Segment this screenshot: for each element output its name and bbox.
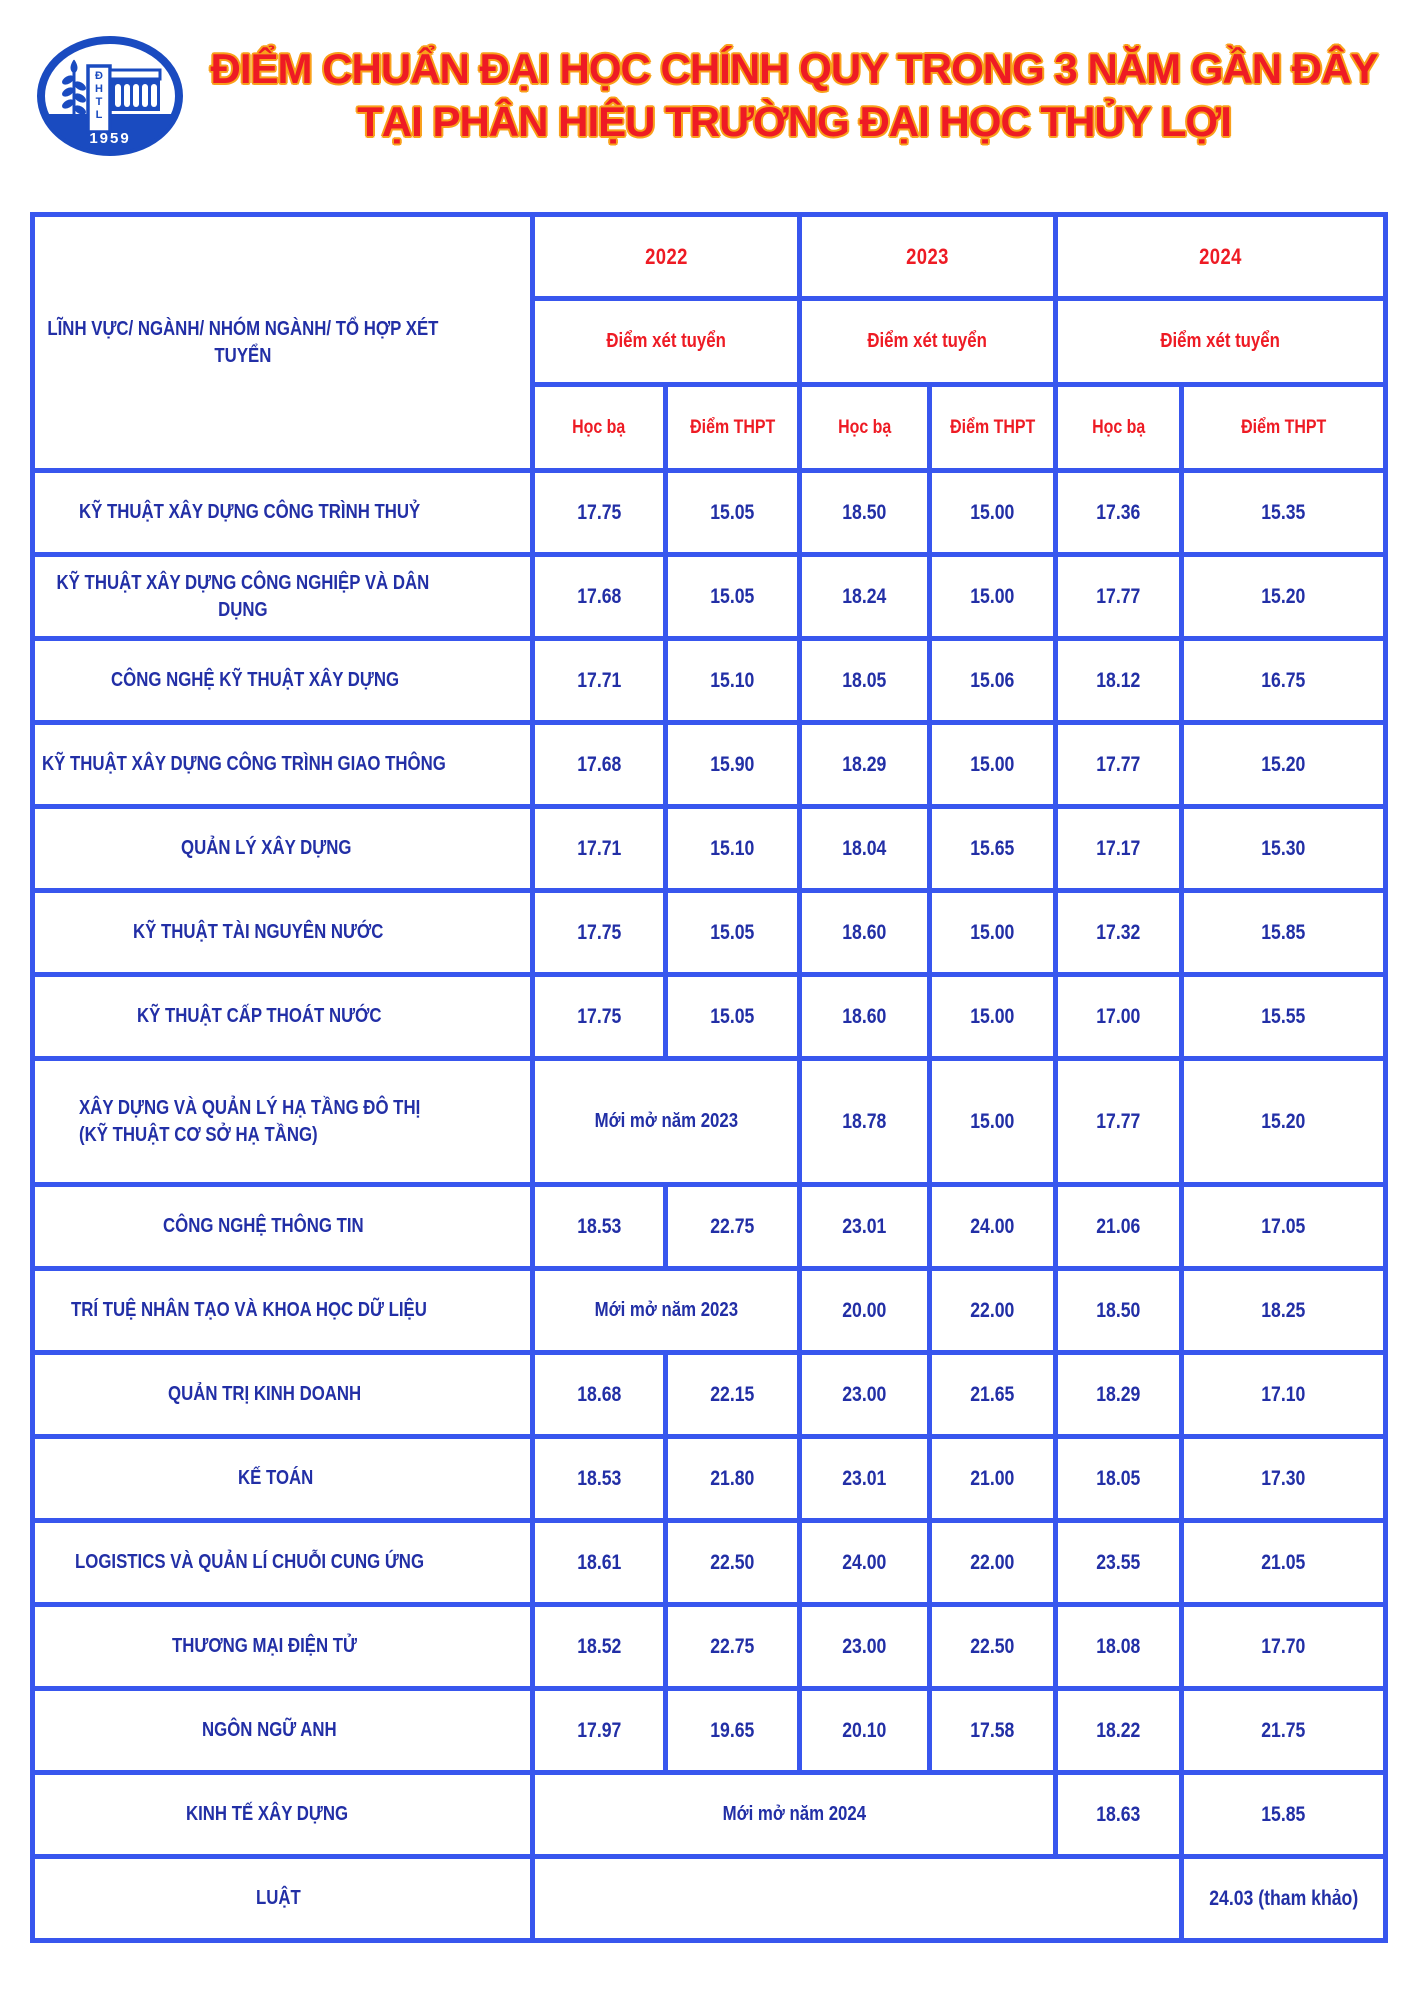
- score-cell: 15.00: [930, 471, 1056, 555]
- major-label: KỸ THUẬT XÂY DỰNG CÔNG TRÌNH THUỶ: [33, 471, 533, 555]
- major-label: THƯƠNG MẠI ĐIỆN TỬ: [33, 1605, 533, 1689]
- score-cell: 18.12: [1056, 639, 1182, 723]
- score-cell: 17.68: [533, 723, 666, 807]
- score-cell: 18.50: [1056, 1269, 1182, 1353]
- note-cell: Mới mở năm 2024: [533, 1773, 1056, 1857]
- score-cell: 18.22: [1056, 1689, 1182, 1773]
- table-row: [33, 891, 1386, 975]
- subheader-hocba-2022: Học bạ: [533, 385, 666, 471]
- major-label: KỸ THUẬT TÀI NGUYÊN NƯỚC: [33, 891, 533, 975]
- major-label: LOGISTICS VÀ QUẢN LÍ CHUỖI CUNG ỨNG: [33, 1521, 533, 1605]
- score-cell: 21.65: [930, 1353, 1056, 1437]
- table-row: [33, 1605, 1386, 1689]
- score-cell: 17.36: [1056, 471, 1182, 555]
- major-label: TRÍ TUỆ NHÂN TẠO VÀ KHOA HỌC DỮ LIỆU: [33, 1269, 533, 1353]
- major-label: CÔNG NGHỆ THÔNG TIN: [33, 1185, 533, 1269]
- subheader-thpt-2023: Điểm THPT: [930, 385, 1056, 471]
- score-header-2024: Điểm xét tuyển: [1056, 299, 1386, 385]
- major-label: QUẢN TRỊ KINH DOANH: [33, 1353, 533, 1437]
- score-cell: 18.24: [800, 555, 930, 639]
- score-cell: 23.01: [800, 1437, 930, 1521]
- table-row: [33, 1269, 1386, 1353]
- score-cell: 18.50: [800, 471, 930, 555]
- score-cell: 17.58: [930, 1689, 1056, 1773]
- score-cell: 18.53: [533, 1437, 666, 1521]
- score-cell: 18.53: [533, 1185, 666, 1269]
- major-label: KINH TẾ XÂY DỰNG: [33, 1773, 533, 1857]
- major-label: CÔNG NGHỆ KỸ THUẬT XÂY DỰNG: [33, 639, 533, 723]
- note-cell: Mới mở năm 2023: [533, 1269, 800, 1353]
- subheader-thpt-2022: Điểm THPT: [666, 385, 800, 471]
- score-header-2023: Điểm xét tuyển: [800, 299, 1056, 385]
- score-cell: 18.63: [1056, 1773, 1182, 1857]
- major-label: KỸ THUẬT XÂY DỰNG CÔNG TRÌNH GIAO THÔNG: [33, 723, 533, 807]
- score-cell: 15.00: [930, 723, 1056, 807]
- score-cell: 23.00: [800, 1353, 930, 1437]
- score-header-2022: Điểm xét tuyển: [533, 299, 800, 385]
- score-cell: 15.85: [1182, 891, 1386, 975]
- score-cell: 15.10: [666, 639, 800, 723]
- year-header-2024: 2024: [1056, 215, 1386, 299]
- major-label: KẾ TOÁN: [33, 1437, 533, 1521]
- score-cell: 21.75: [1182, 1689, 1386, 1773]
- score-cell: 24.00: [800, 1521, 930, 1605]
- score-cell: 23.00: [800, 1605, 930, 1689]
- score-cell: 18.29: [800, 723, 930, 807]
- score-cell: 15.06: [930, 639, 1056, 723]
- score-cell: 15.05: [666, 471, 800, 555]
- score-cell: 18.60: [800, 891, 930, 975]
- score-cell: 15.05: [666, 555, 800, 639]
- score-cell: 17.05: [1182, 1185, 1386, 1269]
- score-cell: 15.05: [666, 891, 800, 975]
- table-row: [33, 975, 1386, 1059]
- table-row: [33, 1521, 1386, 1605]
- subheader-hocba-2023: Học bạ: [800, 385, 930, 471]
- score-cell: 18.04: [800, 807, 930, 891]
- score-cell: 15.00: [930, 975, 1056, 1059]
- major-label: [33, 1059, 533, 1185]
- empty-cell: [533, 1857, 1182, 1941]
- score-cell: 17.75: [533, 975, 666, 1059]
- table-row: [33, 639, 1386, 723]
- score-cell: 18.60: [800, 975, 930, 1059]
- score-cell: 17.70: [1182, 1605, 1386, 1689]
- score-cell: 17.00: [1056, 975, 1182, 1059]
- score-cell: 17.68: [533, 555, 666, 639]
- subheader-hocba-2024: Học bạ: [1056, 385, 1182, 471]
- major-label: KỸ THUẬT XÂY DỰNG CÔNG NGHIỆP VÀ DÂN DỤNG: [33, 555, 533, 639]
- score-cell: 24.00: [930, 1185, 1056, 1269]
- score-cell: 17.10: [1182, 1353, 1386, 1437]
- score-cell: 18.08: [1056, 1605, 1182, 1689]
- column-header-category: LĨNH VỰC/ NGÀNH/ NHÓM NGÀNH/ TỔ HỢP XÉT TUYỂN: [33, 215, 533, 471]
- score-cell: 21.80: [666, 1437, 800, 1521]
- table-row: [33, 555, 1386, 639]
- score-cell: 15.65: [930, 807, 1056, 891]
- major-label: QUẢN LÝ XÂY DỰNG: [33, 807, 533, 891]
- score-cell: 15.20: [1182, 1059, 1386, 1185]
- score-cell: 18.05: [1056, 1437, 1182, 1521]
- year-header-2022: 2022: [533, 215, 800, 299]
- table-row: [33, 1437, 1386, 1521]
- score-cell: 17.97: [533, 1689, 666, 1773]
- score-cell: 15.00: [930, 1059, 1056, 1185]
- table-row: [33, 1059, 1386, 1185]
- score-cell: 18.78: [800, 1059, 930, 1185]
- major-label-line1: XÂY DỰNG VÀ QUẢN LÝ HẠ TẦNG ĐÔ THỊ: [79, 1096, 421, 1119]
- university-logo: [34, 34, 186, 158]
- table-row: [33, 471, 1386, 555]
- subheader-thpt-2024: Điểm THPT: [1182, 385, 1386, 471]
- score-cell: 18.25: [1182, 1269, 1386, 1353]
- page-title-line1: ĐIỂM CHUẨN ĐẠI HỌC CHÍNH QUY TRONG 3 NĂM GẦN ĐÂY: [210, 45, 1378, 92]
- table-header-years: [33, 215, 1386, 299]
- score-cell: 20.10: [800, 1689, 930, 1773]
- score-cell: 17.32: [1056, 891, 1182, 975]
- major-label: LUẬT: [33, 1857, 533, 1941]
- score-cell: 15.30: [1182, 807, 1386, 891]
- logo-acronym: ĐHTL: [93, 70, 105, 122]
- score-cell: 17.77: [1056, 1059, 1182, 1185]
- score-cell: 23.01: [800, 1185, 930, 1269]
- score-cell: 15.55: [1182, 975, 1386, 1059]
- score-cell: 17.71: [533, 639, 666, 723]
- score-cell: 22.75: [666, 1605, 800, 1689]
- table-row: [33, 1773, 1386, 1857]
- page-title: [188, 42, 1400, 148]
- score-cell: 23.55: [1056, 1521, 1182, 1605]
- score-cell: 15.20: [1182, 555, 1386, 639]
- score-cell: 15.85: [1182, 1773, 1386, 1857]
- score-cell: 17.17: [1056, 807, 1182, 891]
- score-cell: 18.61: [533, 1521, 666, 1605]
- table-row: [33, 1689, 1386, 1773]
- major-label-line2: (KỸ THUẬT CƠ SỞ HẠ TẦNG): [79, 1123, 319, 1146]
- score-cell: 18.29: [1056, 1353, 1182, 1437]
- score-cell: 22.00: [930, 1269, 1056, 1353]
- score-cell: 22.50: [666, 1521, 800, 1605]
- score-cell: 17.75: [533, 891, 666, 975]
- table-row: [33, 1857, 1386, 1941]
- score-cell: 22.00: [930, 1521, 1056, 1605]
- score-cell: 21.00: [930, 1437, 1056, 1521]
- score-cell: 22.75: [666, 1185, 800, 1269]
- table-row: [33, 1185, 1386, 1269]
- table-row: [33, 807, 1386, 891]
- score-cell: 17.71: [533, 807, 666, 891]
- score-cell: 18.68: [533, 1353, 666, 1437]
- score-cell: 21.06: [1056, 1185, 1182, 1269]
- score-cell: 24.03 (tham khảo): [1182, 1857, 1386, 1941]
- score-cell: 17.75: [533, 471, 666, 555]
- score-cell: 21.05: [1182, 1521, 1386, 1605]
- major-label: KỸ THUẬT CẤP THOÁT NƯỚC: [33, 975, 533, 1059]
- score-cell: 15.05: [666, 975, 800, 1059]
- score-cell: 20.00: [800, 1269, 930, 1353]
- score-cell: 15.10: [666, 807, 800, 891]
- score-cell: 22.50: [930, 1605, 1056, 1689]
- score-cell: 16.75: [1182, 639, 1386, 723]
- note-cell: Mới mở năm 2023: [533, 1059, 800, 1185]
- score-cell: 15.00: [930, 555, 1056, 639]
- score-cell: 18.05: [800, 639, 930, 723]
- score-cell: 15.35: [1182, 471, 1386, 555]
- table-row: [33, 1353, 1386, 1437]
- score-cell: 17.30: [1182, 1437, 1386, 1521]
- score-cell: 18.52: [533, 1605, 666, 1689]
- page-title-line2: TẠI PHÂN HIỆU TRƯỜNG ĐẠI HỌC THỦY LỢI: [357, 98, 1231, 145]
- score-cell: 22.15: [666, 1353, 800, 1437]
- table-row: [33, 723, 1386, 807]
- score-cell: 15.90: [666, 723, 800, 807]
- score-cell: 15.00: [930, 891, 1056, 975]
- logo-year: 1959: [89, 130, 131, 147]
- year-header-2023: 2023: [800, 215, 1056, 299]
- major-label: NGÔN NGỮ ANH: [33, 1689, 533, 1773]
- score-cell: 17.77: [1056, 555, 1182, 639]
- score-cell: 17.77: [1056, 723, 1182, 807]
- score-cell: 15.20: [1182, 723, 1386, 807]
- score-cell: 19.65: [666, 1689, 800, 1773]
- scores-table: [30, 212, 1388, 1943]
